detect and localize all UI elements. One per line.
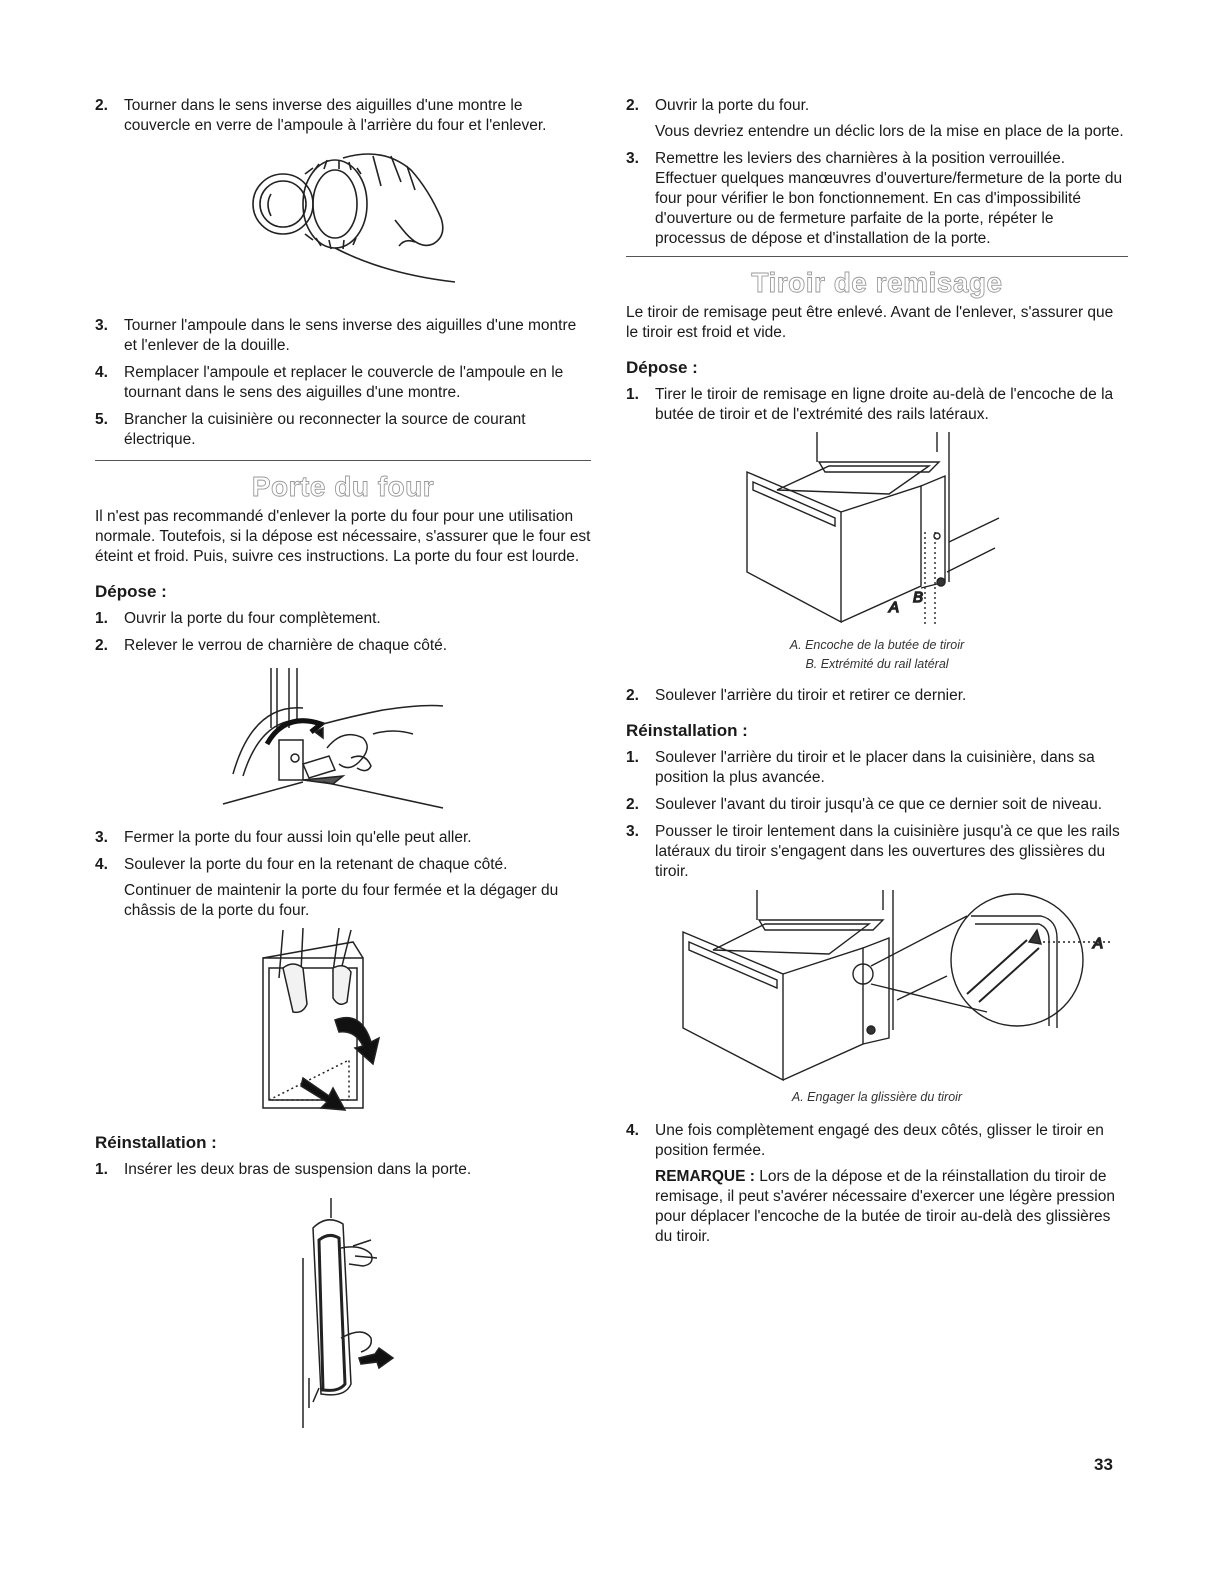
step-text: Remettre les leviers des charnières à la position verrouillée. Effectuer quelques manœuvres d'ouverture/fermeture de la porte du four pour vérifier le bon fonctionnement. En cas d'impossibilité d'ouverture ou de fermeture parfaite de la porte, répéter le processus de dépose et d'installation de la porte. — [655, 150, 1123, 247]
step-text: Insérer les deux bras de suspension dans la porte. — [124, 1161, 472, 1178]
step-3-bulb — [95, 316, 591, 356]
step-number: 3. — [626, 150, 639, 167]
step-text: Soulever l'arrière du tiroir et le placer dans la cuisinière, dans sa position la plus avancée. — [655, 749, 1095, 786]
step-extra-text: Vous devriez entendre un déclic lors de la mise en place de la porte. — [655, 123, 1124, 140]
reinstall-heading: Réinstallation : — [95, 1133, 217, 1152]
step-4-bulb — [95, 363, 591, 403]
depose-heading: Dépose : — [95, 582, 167, 601]
section-title-storage-drawer: Tiroir de remisage — [751, 267, 1003, 298]
step-number: 2. — [626, 687, 639, 704]
drawer-reinstall-step-2 — [626, 795, 1128, 815]
depose-step-1 — [95, 609, 591, 629]
step-2-open-door — [626, 96, 1128, 142]
page-number: 33 — [1094, 1455, 1113, 1474]
steps-3-5 — [95, 316, 591, 450]
drawer-removal-captions — [626, 636, 1128, 674]
caption-b: B. Extrémité du rail latéral — [805, 657, 949, 671]
oven-door-intro: Il n'est pas recommandé d'enlever la porte du four pour une utilisation normale. Toutefois, si la dépose est nécessaire, s'assurer que le four est éteint et froid. Puis, suivre ces instructions. La porte du four est lourde. — [95, 508, 591, 565]
bulb-cover-illustration — [223, 146, 463, 296]
drawer-reinstall-step-3 — [626, 822, 1128, 882]
step-text: Pousser le tiroir lentement dans la cuisinière jusqu'à ce que les rails latéraux du tiroir s'engagent dans les ouvertures des glissières du tiroir. — [655, 823, 1120, 880]
step-number: 1. — [626, 749, 639, 766]
drawer-depose-step-1 — [626, 385, 1128, 425]
step-text: Soulever l'avant du tiroir jusqu'à ce que ce dernier soit de niveau. — [655, 796, 1103, 813]
drawer-depose-step-2 — [626, 686, 1128, 706]
step-text: Tourner l'ampoule dans le sens inverse des aiguilles d'une montre et l'enlever de la douille. — [124, 317, 577, 354]
step-text: Ouvrir la porte du four complètement. — [124, 610, 381, 627]
section-divider — [95, 460, 591, 461]
step-3-hinge-levers — [626, 149, 1128, 249]
step-number: 5. — [95, 411, 108, 428]
step-number: 4. — [95, 856, 108, 873]
step-number: 2. — [626, 796, 639, 813]
step-number: 4. — [626, 1122, 639, 1139]
callout-a: A — [889, 599, 900, 616]
section-title-oven-door: Porte du four — [251, 471, 435, 502]
step-5-bulb — [95, 410, 591, 450]
drawer-removal-illustration — [737, 432, 1017, 632]
step-text: Soulever l'arrière du tiroir et retirer ce dernier. — [655, 687, 967, 704]
step-number: 3. — [95, 317, 108, 334]
hinge-lock-illustration — [223, 664, 463, 814]
step-text: Remplacer l'ampoule et replacer le couvercle de l'ampoule en le tournant dans le sens des aiguilles d'une montre. — [124, 364, 564, 401]
drawer-reinstall-heading: Réinstallation : — [626, 721, 748, 740]
step-number: 1. — [95, 1161, 108, 1178]
drawer-depose-heading: Dépose : — [626, 358, 698, 377]
step-number: 2. — [626, 97, 639, 114]
caption-a: A. Encoche de la butée de tiroir — [789, 638, 965, 652]
step-text: Ouvrir la porte du four. — [655, 97, 810, 114]
note — [655, 1167, 1128, 1247]
hinge-insert-illustration — [283, 1198, 403, 1428]
step-text: Soulever la porte du four en la retenant de chaque côté. — [124, 856, 508, 873]
step-text: Tourner dans le sens inverse des aiguilles d'une montre le couvercle en verre de l'ampoule à l'arrière du four et l'enlever. — [124, 97, 547, 134]
step-text: Tirer le tiroir de remisage en ligne droite au-delà de l'encoche de la butée de tiroir et de l'extrémité des rails latéraux. — [655, 386, 1114, 423]
callout-b: B — [913, 589, 924, 606]
reinstall-step-1 — [95, 1160, 591, 1180]
note-text: Lors de la dépose et de la réinstallation du tiroir de remisage, il peut s'avérer nécessaire d'exercer une légère pression pour déplacer l'encoche de la butée de tiroir au-delà des glissières du tiroir. — [655, 1168, 1115, 1245]
step-extra-text: Continuer de maintenir la porte du four fermée et la dégager du châssis de la porte du four. — [124, 882, 559, 919]
step-number: 1. — [95, 610, 108, 627]
step-number: 4. — [95, 364, 108, 381]
door-lift-illustration — [243, 928, 443, 1118]
step-text: Une fois complètement engagé des deux côtés, glisser le tiroir en position fermée. — [655, 1122, 1104, 1159]
step-2-bulb-cover — [95, 96, 591, 136]
step-number: 2. — [95, 97, 108, 114]
drawer-reinstall-illustration — [657, 890, 1103, 1080]
right-column — [626, 96, 1128, 1254]
section-divider — [626, 256, 1128, 257]
step-number: 3. — [95, 829, 108, 846]
depose-step-2 — [95, 636, 591, 656]
note-label: REMARQUE : — [655, 1168, 755, 1185]
step-number: 1. — [626, 386, 639, 403]
step-text: Fermer la porte du four aussi loin qu'elle peut aller. — [124, 829, 472, 846]
storage-drawer-intro: Le tiroir de remisage peut être enlevé. Avant de l'enlever, s'assurer que le tiroir est froid et vide. — [626, 304, 1114, 341]
callout-a: A — [1092, 935, 1103, 952]
depose-step-4 — [95, 855, 591, 921]
drawer-reinstall-step-1 — [626, 748, 1128, 788]
drawer-reinstall-caption: A. Engager la glissière du tiroir — [791, 1090, 963, 1104]
depose-step-3 — [95, 828, 591, 848]
step-number: 3. — [626, 823, 639, 840]
left-column — [95, 96, 591, 1428]
drawer-reinstall-step-4 — [626, 1121, 1128, 1247]
step-number: 2. — [95, 637, 108, 654]
step-text: Brancher la cuisinière ou reconnecter la source de courant électrique. — [124, 411, 526, 448]
step-text: Relever le verrou de charnière de chaque côté. — [124, 637, 448, 654]
depose-steps-3-4 — [95, 828, 591, 921]
